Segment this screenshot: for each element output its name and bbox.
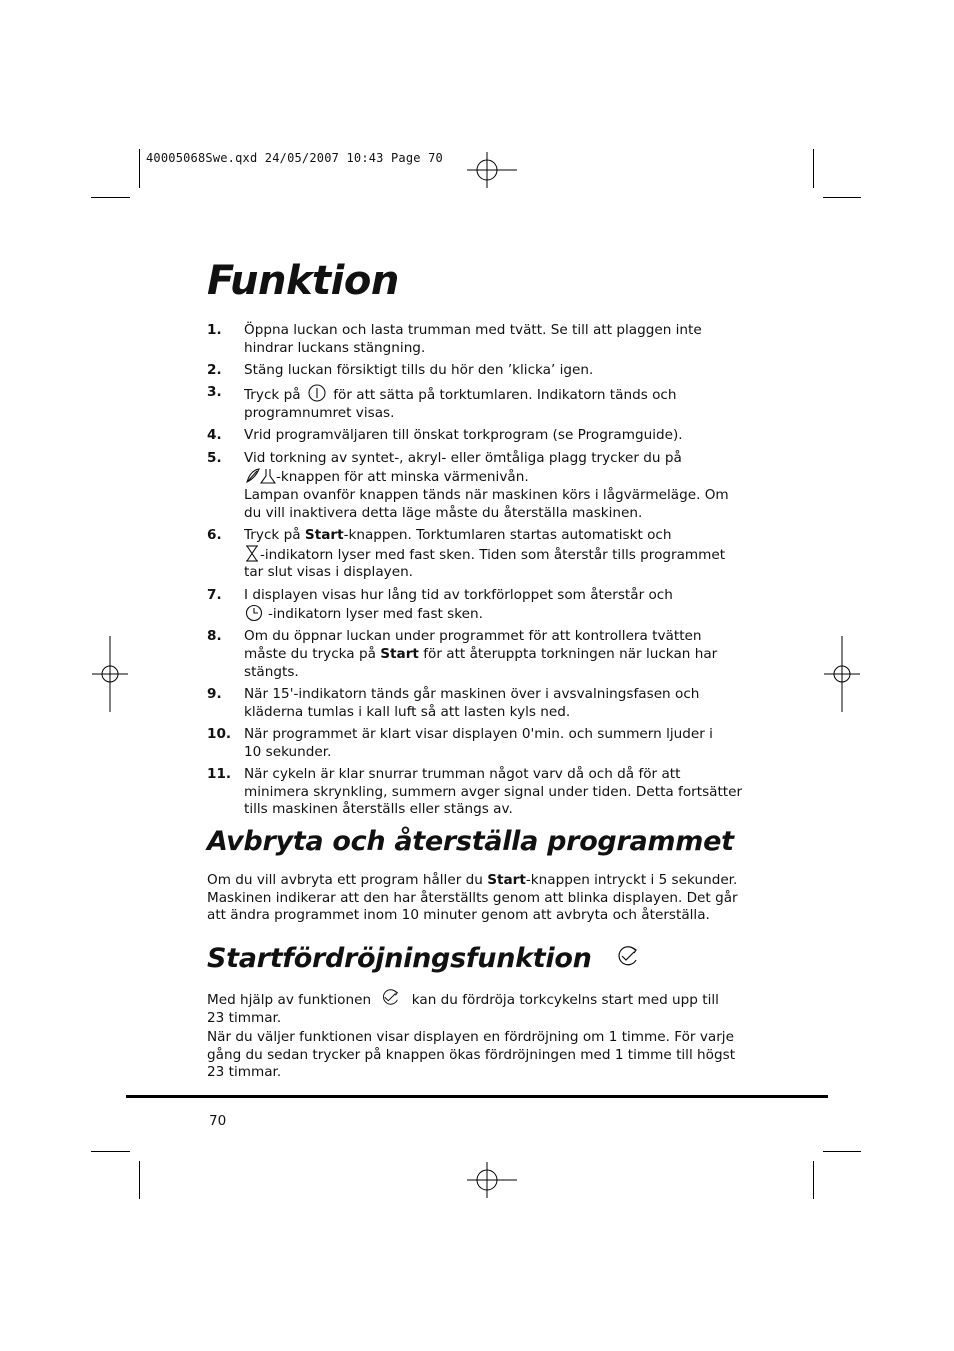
delay-start-icon <box>379 989 403 1007</box>
list-item: 3. Tryck på för att sätta på torktumlaren. Indikatorn tänds och programnumret visas. <box>207 384 677 421</box>
crop-mark <box>139 1161 140 1199</box>
crop-mark <box>813 1161 814 1199</box>
clock-icon <box>244 604 268 621</box>
cancel-paragraph: Om du vill avbryta ett program håller du Start-knappen intryckt i 5 sekunder. Maskinen indikerar att den har återställts genom att blinka displayen. Det går att ändra programmet inom 10 minuter genom att avbryta och återställa. <box>207 872 738 924</box>
crop-mark <box>813 149 814 188</box>
list-item: 6. Tryck på Start-knappen. Torktumlaren startas automatiskt och -indikatorn lyser med fast sken. Tiden som återstår tills programmet tar slut visas i displayen. <box>207 526 726 581</box>
registration-mark-bottom <box>457 1160 517 1200</box>
crop-mark <box>139 149 140 188</box>
section-heading-cancel: Avbryta och återställa programmet <box>207 826 734 857</box>
delay-start-icon <box>615 945 641 969</box>
list-item: 8. Om du öppnar luckan under programmet för att kontrollera tvätten måste du trycka på Start för att återuppta torkningen när luckan har stängts. <box>207 628 718 680</box>
list-item: 11. När cykeln är klar snurrar trumman något varv då och då för att minimera skrynkling, summern avger signal under tiden. Detta fortsätter tills maskinen återställs eller stängs av. <box>207 766 743 818</box>
hourglass-icon <box>244 545 260 562</box>
page-number: 70 <box>209 1113 227 1129</box>
list-item: 10. När programmet är klart visar displayen 0'min. och summern ljuder i 10 sekunder. <box>207 726 713 760</box>
crop-mark <box>91 197 130 198</box>
registration-mark-top <box>457 150 517 190</box>
delay-paragraph-1: Med hjälp av funktionen kan du fördröja torkcykelns start med upp till 23 timmar. <box>207 989 747 1027</box>
registration-mark-right <box>822 636 862 712</box>
power-icon <box>307 384 327 402</box>
registration-mark-left <box>90 636 130 712</box>
delay-paragraph-2: När du väljer funktionen visar displayen en fördröjning om 1 timme. För varje gång du sedan trycker på knappen ökas fördröjningen med 1 timme till högst 23 timmar. <box>207 1029 736 1081</box>
footer-rule <box>126 1095 828 1098</box>
list-item: 7. I displayen visas hur lång tid av torkförloppet som återstår och -indikatorn lyser med fast sken. <box>207 586 673 623</box>
steps-list <box>207 322 747 824</box>
list-item: 4. Vrid programväljaren till önskat torkprogram (se Programguide). <box>207 427 683 444</box>
section-heading-delay: Startfördröjningsfunktion <box>207 943 641 974</box>
crop-mark <box>823 197 861 198</box>
list-item: 9. När 15'-indikatorn tänds går maskinen över i avsvalningsfasen och kläderna tumlas i kall luft så att lasten kyls ned. <box>207 686 700 720</box>
crop-mark <box>823 1151 861 1152</box>
low-heat-icon <box>244 467 276 484</box>
crop-mark <box>91 1151 130 1152</box>
list-item: 2. Stäng luckan försiktigt tills du hör den ’klicka’ igen. <box>207 361 594 378</box>
print-slug: 40005068Swe.qxd 24/05/2007 10:43 Page 70 <box>146 151 443 165</box>
list-item: 1. Öppna luckan och lasta trumman med tvätt. Se till att plaggen inte hindrar luckans stängning. <box>207 322 702 356</box>
page-title: Funktion <box>207 258 399 304</box>
list-item: 5. Vid torkning av syntet-, akryl- eller ömtåliga plagg trycker du på -knappen för att minska värmenivån. Lampan ovanför knappen tänds när maskinen körs i lågvärmeläge. Om du vill inaktivera detta läge måste du återställa maskinen. <box>207 449 729 521</box>
